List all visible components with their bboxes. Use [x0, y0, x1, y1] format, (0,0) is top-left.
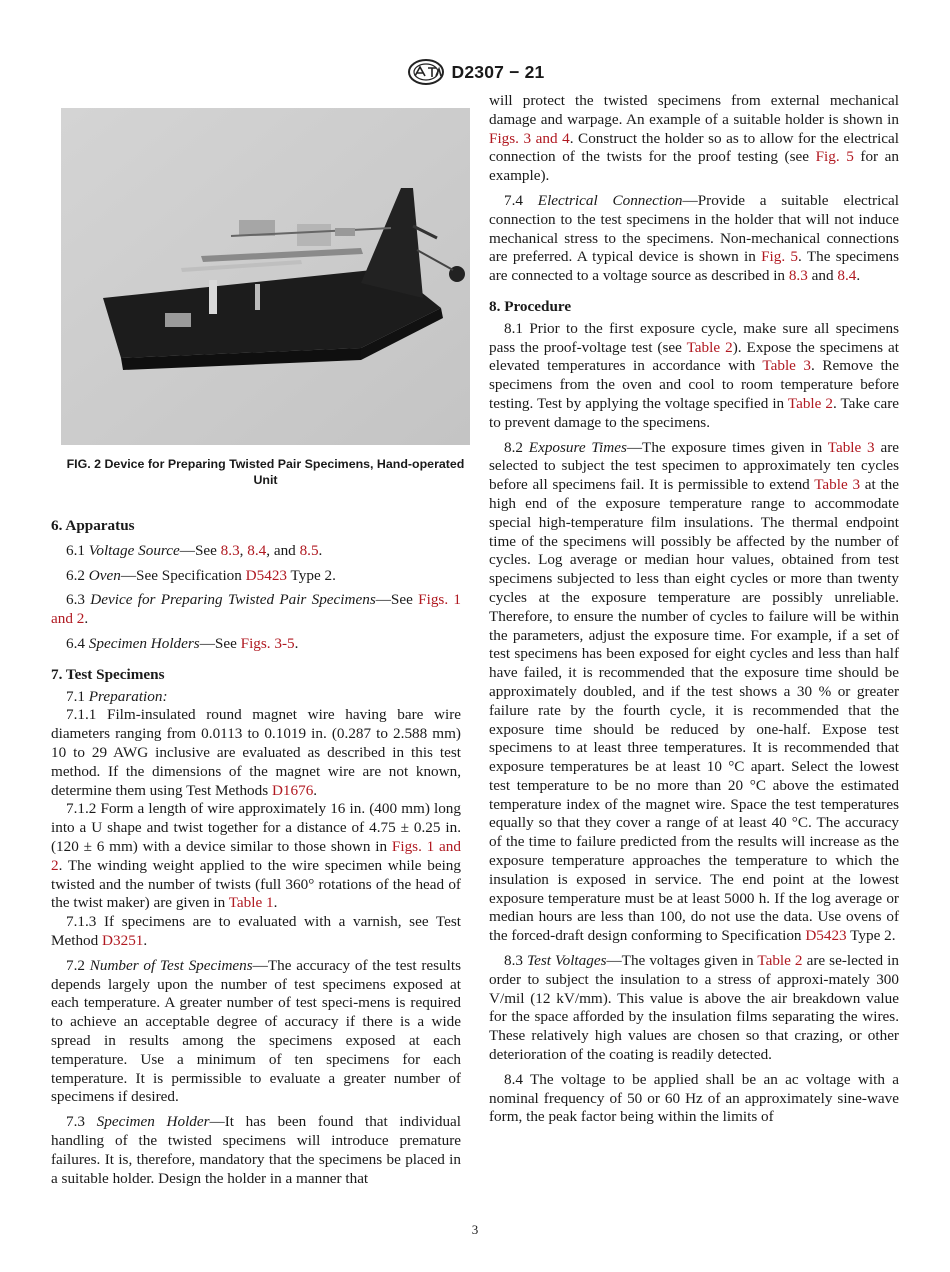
para-label: Device for Preparing Twisted Pair Specimens — [90, 591, 376, 609]
text: —It has been found that individual handling of the twisted specimens will introduce premature failures. It is, therefore, mandatory that the specimens be placed in a suitable holder. Design the holder in a manner that — [51, 1113, 462, 1187]
text: —See — [375, 591, 419, 609]
text: are selected to subject the test specimen to approximately ten cycles before all specimens fail. It is permissible to extend — [489, 438, 900, 494]
page-number: 3 — [471, 1222, 479, 1237]
left-column — [51, 517, 461, 1188]
paragraph-7-3 — [51, 1113, 461, 1188]
paragraph-8-1 — [489, 320, 899, 433]
para-label: Specimen Holder — [96, 1113, 210, 1131]
text: . — [856, 267, 861, 285]
text: , — [239, 541, 248, 559]
ref-link-8-3[interactable]: 8.3 — [788, 267, 808, 285]
paragraph-7-4 — [489, 192, 899, 286]
ref-link-fig-5[interactable]: Fig. 5 — [815, 148, 854, 166]
ref-link-fig-5[interactable]: Fig. 5 — [761, 248, 799, 266]
paragraph-7-1-1 — [51, 706, 461, 800]
ref-link-8-4[interactable]: 8.4 — [837, 267, 857, 285]
text: 7.1.3 If specimens are to evaluated with a varnish, see Test Method — [51, 913, 461, 949]
para-number: 6.1 — [66, 541, 89, 559]
text: 7.1.1 Film-insulated round magnet wire having bare wire diameters ranging from 0.0113 to 0.1019 in. (0.287 to 2.588 mm) 10 to 29 AWG inclusive are evaluated as described in this test method. If the dimensions of the magnet wire are not known, determine them using Test Methods — [51, 706, 461, 799]
document-designation: D2307 − 21 — [451, 61, 545, 82]
text: . — [318, 541, 323, 559]
text: 8.1 Prior to the first exposure cycle, make sure all specimens pass the proof-voltage test (see — [489, 319, 899, 356]
ref-link-8-4[interactable]: 8.4 — [247, 541, 267, 559]
ref-link-table-2[interactable]: Table 2 — [686, 338, 733, 356]
paragraph-6-1 — [51, 542, 461, 561]
text: , and — [266, 541, 300, 559]
para-number: 7.3 — [66, 1113, 97, 1131]
ref-link-table-2[interactable]: Table 2 — [757, 952, 803, 970]
text: . — [294, 634, 299, 652]
paragraph-8-3 — [489, 952, 899, 1065]
text: and — [807, 267, 838, 285]
text: for an example). — [489, 148, 900, 185]
para-label: Specimen Holders — [88, 634, 200, 652]
figure-2-caption: FIG. 2 Device for Preparing Twisted Pair Specimens, Hand-operated Unit — [66, 457, 465, 487]
paragraph-8-2 — [489, 439, 899, 947]
paragraph-6-4 — [51, 635, 461, 654]
ref-link-d3251[interactable]: D3251 — [102, 931, 144, 949]
paragraph-7-2 — [51, 957, 461, 1107]
text: . — [84, 610, 89, 628]
ref-link-8-5[interactable]: 8.5 — [299, 541, 319, 559]
text: ). Expose the specimens at elevated temperatures in accordance with — [489, 338, 900, 375]
text: are se-lected in order to subject the insulation to a stress of approxi-mately 300 V/mil (12 kV/mm). This value is above the air breakdown value for the space afforded by the insulation films separating the wires. These relatively high values are chosen so that crazing, or other deterioration of the coating is readily detected. — [489, 952, 899, 1064]
paragraph-8-4 — [489, 1071, 899, 1127]
figure-2-photo — [61, 108, 470, 445]
ref-link-8-3[interactable]: 8.3 — [220, 541, 240, 559]
section-7-heading: 7. Test Specimens — [51, 665, 165, 683]
para-label: Voltage Source — [88, 541, 180, 559]
ref-link-table-3[interactable]: Table 3 — [814, 476, 861, 494]
text: . — [273, 894, 278, 912]
text: . — [313, 781, 318, 799]
para-label: Electrical Connection — [537, 191, 683, 209]
paragraph-7-1-3 — [51, 913, 461, 951]
text: —See Specification — [120, 566, 246, 584]
para-number: 8.2 — [504, 438, 529, 456]
ref-link-figs-3-4[interactable]: Figs. 3 and 4 — [489, 129, 570, 147]
text: at the high end of the exposure temperature range to accommodate special high-temperature film insulations. The thermal endpoint time of the specimens will possibly be affected by the number of cycles. Log average or median hour values, obtained from test specimens subjected to less than eight cycles or more than twenty cycles at the exposure temperature are possibly unreliable. Therefore, to ensure the number of cycles to failure will be within the parameters, adjust the exposure time. For example, if a set of test specimens has been exposed for eight cycles and less than half have failed, it is recommended that the exposure time should be approximately doubled, and if the test shows a 30 % or greater failure rate by the fourth cycle, it is recommended that the exposure time should be reduced by one-half. Expose test specimens to at least three temperatures. It is recommended that exposure temperatures be at least 10 °C apart. Select the lowest test temperature to be no more than 20 °C above the estimated temperature index of the magnet wire. Space the test temperatures equally so that they cover a range of at least 40 °C. The accuracy of the time to failure predicted from the results will increase as the exposure temperature approaches the temperature to which the insulation is exposed in service. The end point at the lowest exposure temperature must be at least 5000 h. If the log average or median hours are less than 100, do not use the data. Use ovens of the forced-draft design conforming to Specification — [489, 476, 900, 945]
para-label: Oven — [88, 566, 121, 584]
paragraph-7-1-2 — [51, 800, 461, 913]
text: . The specimens are connected to a voltage source as described in — [489, 248, 899, 285]
text: . Take care to prevent damage to the specimens. — [489, 394, 899, 431]
astm-logo-icon — [406, 58, 446, 86]
ref-link-table-2[interactable]: Table 2 — [787, 394, 833, 412]
text: —Provide a suitable electrical connection to the test specimens in the holder that will not induce mechanical stress to the specimens. Non-mechanical connections are preferred. A typical device is shown in — [489, 191, 899, 266]
paragraph-7-1 — [51, 688, 461, 707]
text: . Remove the specimens from the oven and cool to room temperature before testing. Test by applying the voltage specified in — [489, 357, 900, 412]
page-header — [0, 58, 950, 86]
para-label: Preparation: — [88, 687, 168, 705]
para-number: 6.3 — [66, 591, 91, 609]
ref-link-table-1[interactable]: Table 1 — [228, 894, 274, 912]
ref-link-figs-1-2[interactable]: Figs. 1 and 2 — [51, 837, 461, 874]
para-number: 6.4 — [66, 634, 89, 652]
section-8-heading: 8. Procedure — [489, 297, 572, 315]
text: —The exposure times given in — [626, 438, 828, 456]
para-number: 8.3 — [504, 952, 528, 970]
text: —The voltages given in — [606, 952, 758, 970]
ref-link-d5423[interactable]: D5423 — [245, 566, 288, 584]
text: Type 2. — [287, 566, 336, 584]
para-label: Exposure Times — [528, 438, 627, 456]
text: 7.1.2 Form a length of wire approximately 16 in. (400 mm) long into a U shape and twist together for a distance of 4.75 ± 0.25 in. (120 ± 6 mm) with a device similar to those shown in — [51, 800, 461, 855]
para-number: 7.1 — [66, 687, 89, 705]
text: —The accuracy of the test results depends largely upon the number of test specimens exposed at each temperature. A greater number of test speci-mens is required to achieve an acceptable degree of accuracy if there is a wide spread in results among the specimens exposed at each temperature. Use a minimum of ten specimens for each temperature. It is permissible to evaluate a greater number of specimens if desired. — [51, 956, 461, 1106]
text: . Construct the holder so as to allow for the electrical connection of the twists for the proof testing (see — [489, 129, 899, 166]
section-6-heading: 6. Apparatus — [51, 517, 135, 534]
paragraph-6-3 — [51, 591, 461, 629]
para-number: 7.4 — [504, 191, 538, 209]
right-column — [489, 92, 899, 1127]
ref-link-d5423[interactable]: D5423 — [805, 927, 847, 945]
text: 8.4 The voltage to be applied shall be an ac voltage with a nominal frequency of 50 or 60 Hz of an approximately sine-wave form, the peak factor being within the limits of — [489, 1070, 899, 1126]
ref-link-table-3[interactable]: Table 3 — [762, 357, 812, 375]
text: . The winding weight applied to the wire specimen while being twisted and the number of twists (full 360° rotations of the head of the twist maker) are given in — [51, 856, 461, 912]
text: Type 2. — [846, 927, 896, 945]
ref-link-figs-1-2[interactable]: Figs. 1 and 2 — [51, 591, 462, 628]
ref-link-table-3[interactable]: Table 3 — [827, 438, 875, 456]
ref-link-d1676[interactable]: D1676 — [271, 781, 314, 799]
para-label: Test Voltages — [527, 952, 607, 970]
para-number: 7.2 — [66, 956, 90, 974]
ref-link-figs-3-5[interactable]: Figs. 3-5 — [240, 634, 295, 652]
text: —See — [199, 634, 241, 652]
paragraph-7-3-continued — [489, 92, 899, 186]
para-number: 6.2 — [66, 566, 89, 584]
paragraph-6-2 — [51, 567, 461, 586]
text: —See — [179, 541, 221, 559]
para-label: Number of Test Specimens — [89, 956, 253, 974]
text: . — [143, 931, 148, 949]
text: will protect the twisted specimens from external mechanical damage and warpage. An example of a suitable holder is shown in — [489, 92, 899, 128]
